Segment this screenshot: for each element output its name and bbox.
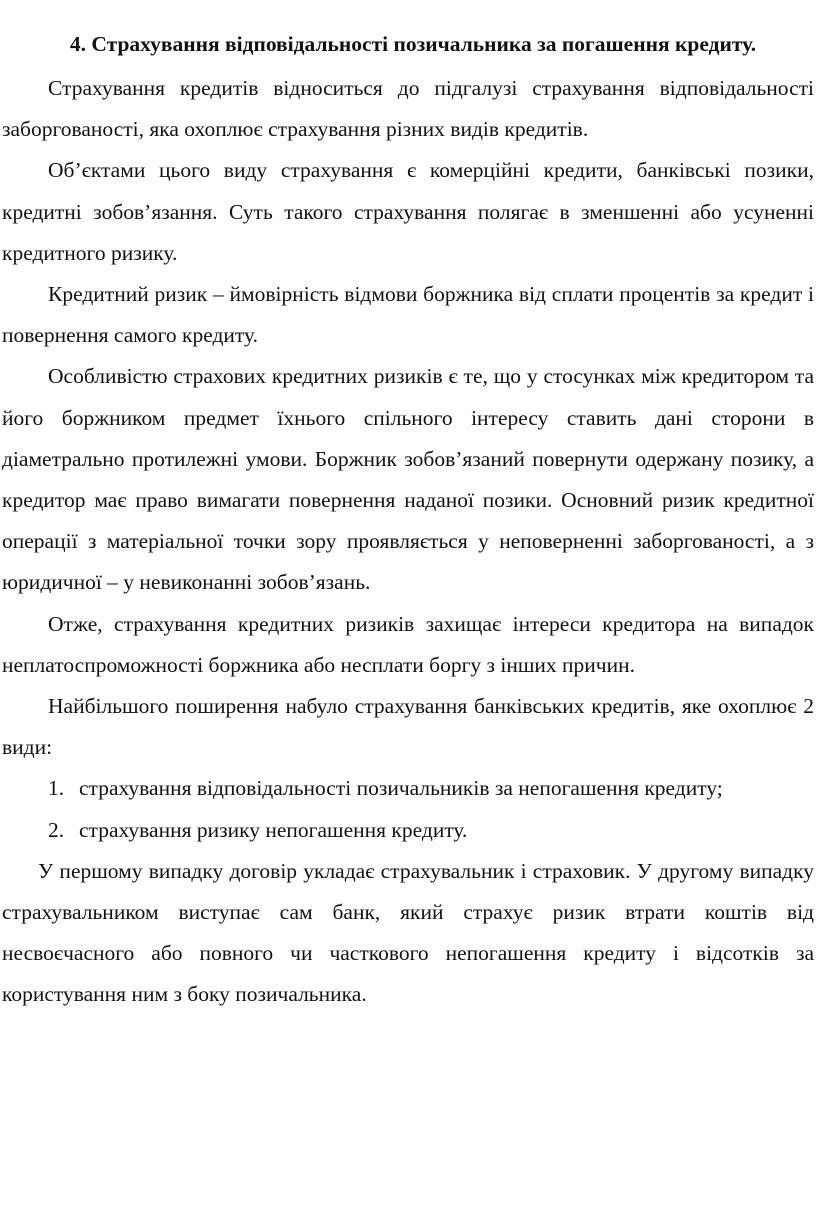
- section-heading: 4. Страхування відповідальності позичальника за погашення кредиту.: [69, 32, 757, 56]
- paragraph-credit-risk: Кредитний ризик – ймовірність відмови боржника від сплати процентів за кредит і повернення самого кредиту.: [2, 282, 814, 348]
- list-item-number: 1.: [48, 776, 65, 801]
- paragraph-credit-insurance: Страхування кредитів відноситься до підгалузі страхування відповідальності заборгованості, яка охоплює страхування різних видів кредитів.: [2, 76, 814, 142]
- paragraph-closing: У першому випадку договір укладає страхувальник і страховик. У другому випадку страхувальником виступає сам банк, який страхує ризик втрати коштів від несвоєчасного або повного чи часткового непогашення кредиту і відсотків за користування ним з боку позичальника.: [2, 858, 814, 1007]
- paragraph-insurance-objects: Об’єктами цього виду страхування є комерційні кредити, банківські позики, кредитні зобов’язання. Суть такого страхування полягає в зменшенні або усуненні кредитного ризику.: [2, 158, 814, 265]
- paragraph-risk-features: Особливістю страхових кредитних ризиків є те, що у стосунках між кредитором та його боржником предмет їхнього спільного інтересу ставить дані сторони в діаметрально протилежні умови. Боржник зобов’язаний повернути одержану позику, а кредитор має право вимагати повернення наданої позики. Основний ризик кредитної операції з матеріальної точки зору проявляється у неповерненні заборгованості, а з юридичної – у невиконанні зобов’язань.: [2, 364, 814, 595]
- list-item: [2, 810, 814, 851]
- list-item-text: страхування відповідальності позичальників за непогашення кредиту;: [79, 776, 723, 801]
- insurance-types-list: [2, 768, 814, 850]
- paragraph-conclusion: Отже, страхування кредитних ризиків захищає інтереси кредитора на випадок неплатоспроможності боржника або несплати боргу з інших причин.: [2, 611, 814, 677]
- list-item: [2, 768, 814, 809]
- list-item-text: страхування ризику непогашення кредиту.: [79, 817, 468, 842]
- paragraph-types-intro: Найбільшого поширення набуло страхування банківських кредитів, яке охоплює 2 види:: [2, 694, 814, 760]
- list-item-number: 2.: [48, 817, 65, 842]
